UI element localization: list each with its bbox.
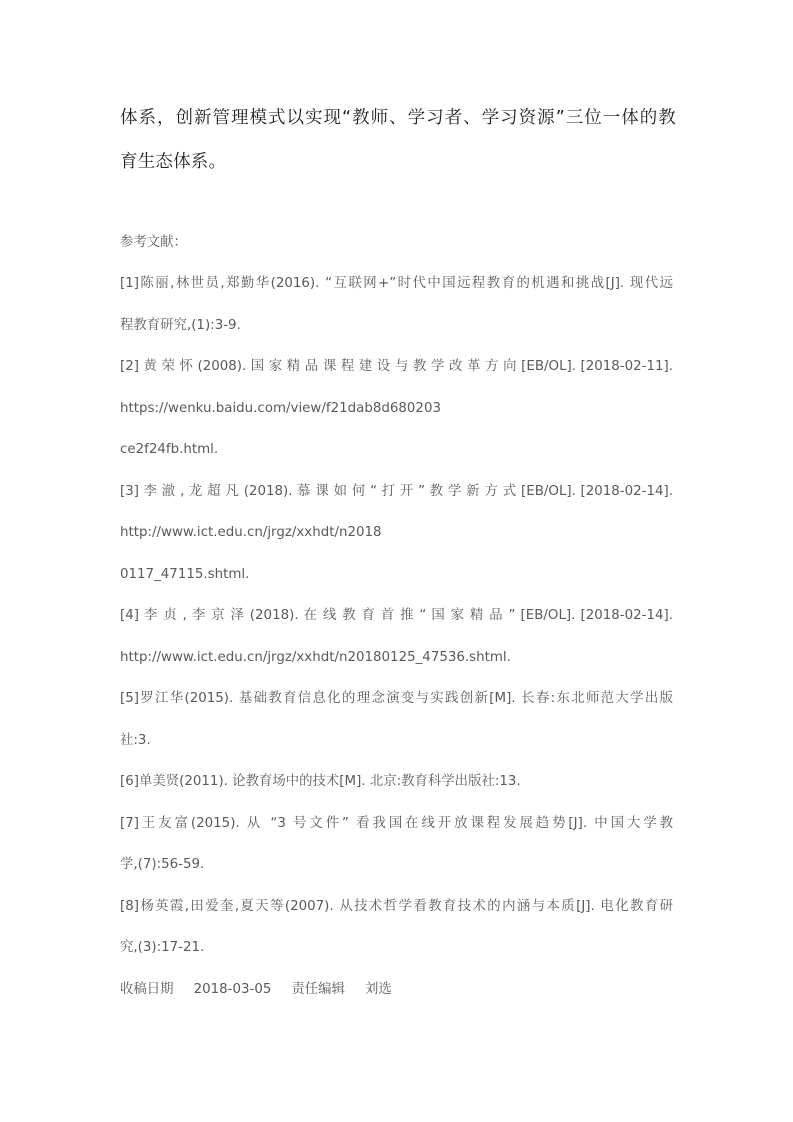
- reference-line: [8]杨英霞,田爱奎,夏天等(2007). 从技术哲学看教育技术的内涵与本质[J]. 电化教育研: [120, 899, 673, 914]
- reference-line: [5]罗江华(2015). 基础教育信息化的理念演变与实践创新[M]. 长春:东北师范大学出版: [120, 691, 673, 706]
- reference-url: ce2f24fb.html.: [120, 442, 219, 457]
- editor-label: 责任编辑: [291, 982, 345, 997]
- references-heading: 参考文献：: [120, 235, 187, 250]
- reference-url: http://www.ict.edu.cn/jrgz/xxhdt/n20180125_47536.shtml.: [120, 650, 511, 665]
- body-paragraph-line-1: 体系，创新管理模式以实现“教师、学习者、学习资源”三位一体的教: [120, 108, 676, 128]
- reference-line: [4] 李 贞 , 李 京 泽 (2018). 在 线 教 育 首 推 “ 国 家 精 品 ” [EB/OL]. [2018-02-14].: [120, 608, 673, 623]
- reference-url: 0117_47115.shtml.: [120, 567, 250, 582]
- reference-line: [2] 黄 荣 怀 (2008). 国 家 精 品 课 程 建 设 与 教 学 改 革 方 向 [EB/OL]. [2018-02-11].: [120, 359, 673, 374]
- received-date-line: [120, 981, 392, 999]
- reference-line: 程教育研究,(1):3-9.: [120, 318, 241, 333]
- reference-line: 究,(3):17-21.: [120, 940, 205, 955]
- editor-name: 刘选: [364, 982, 392, 997]
- reference-line: [6]单美贤(2011). 论教育场中的技术[M]. 北京:教育科学出版社:13.: [120, 774, 521, 789]
- reference-line: [3] 李 澈 , 龙 超 凡 (2018). 慕 课 如 何 “ 打 开 ” 教 学 新 方 式 [EB/OL]. [2018-02-14].: [120, 484, 673, 499]
- received-label: 收稿日期: [120, 982, 174, 997]
- received-date: 2018-03-05: [193, 982, 272, 997]
- reference-url: http://www.ict.edu.cn/jrgz/xxhdt/n2018: [120, 525, 382, 540]
- reference-line: 社:3.: [120, 733, 151, 748]
- reference-line: 学,(7):56-59.: [120, 857, 205, 872]
- reference-line: [7]王友富(2015). 从 “3 号文件” 看我国在线开放课程发展趋势[J]. 中国大学教: [120, 816, 673, 831]
- reference-url: https://wenku.baidu.com/view/f21dab8d680203: [120, 401, 441, 416]
- body-paragraph-line-2: 育生态体系。: [120, 152, 227, 172]
- reference-line: [1]陈丽,林世员,郑勤华(2016). “互联网+”时代中国远程教育的机遇和挑战[J]. 现代远: [120, 276, 673, 291]
